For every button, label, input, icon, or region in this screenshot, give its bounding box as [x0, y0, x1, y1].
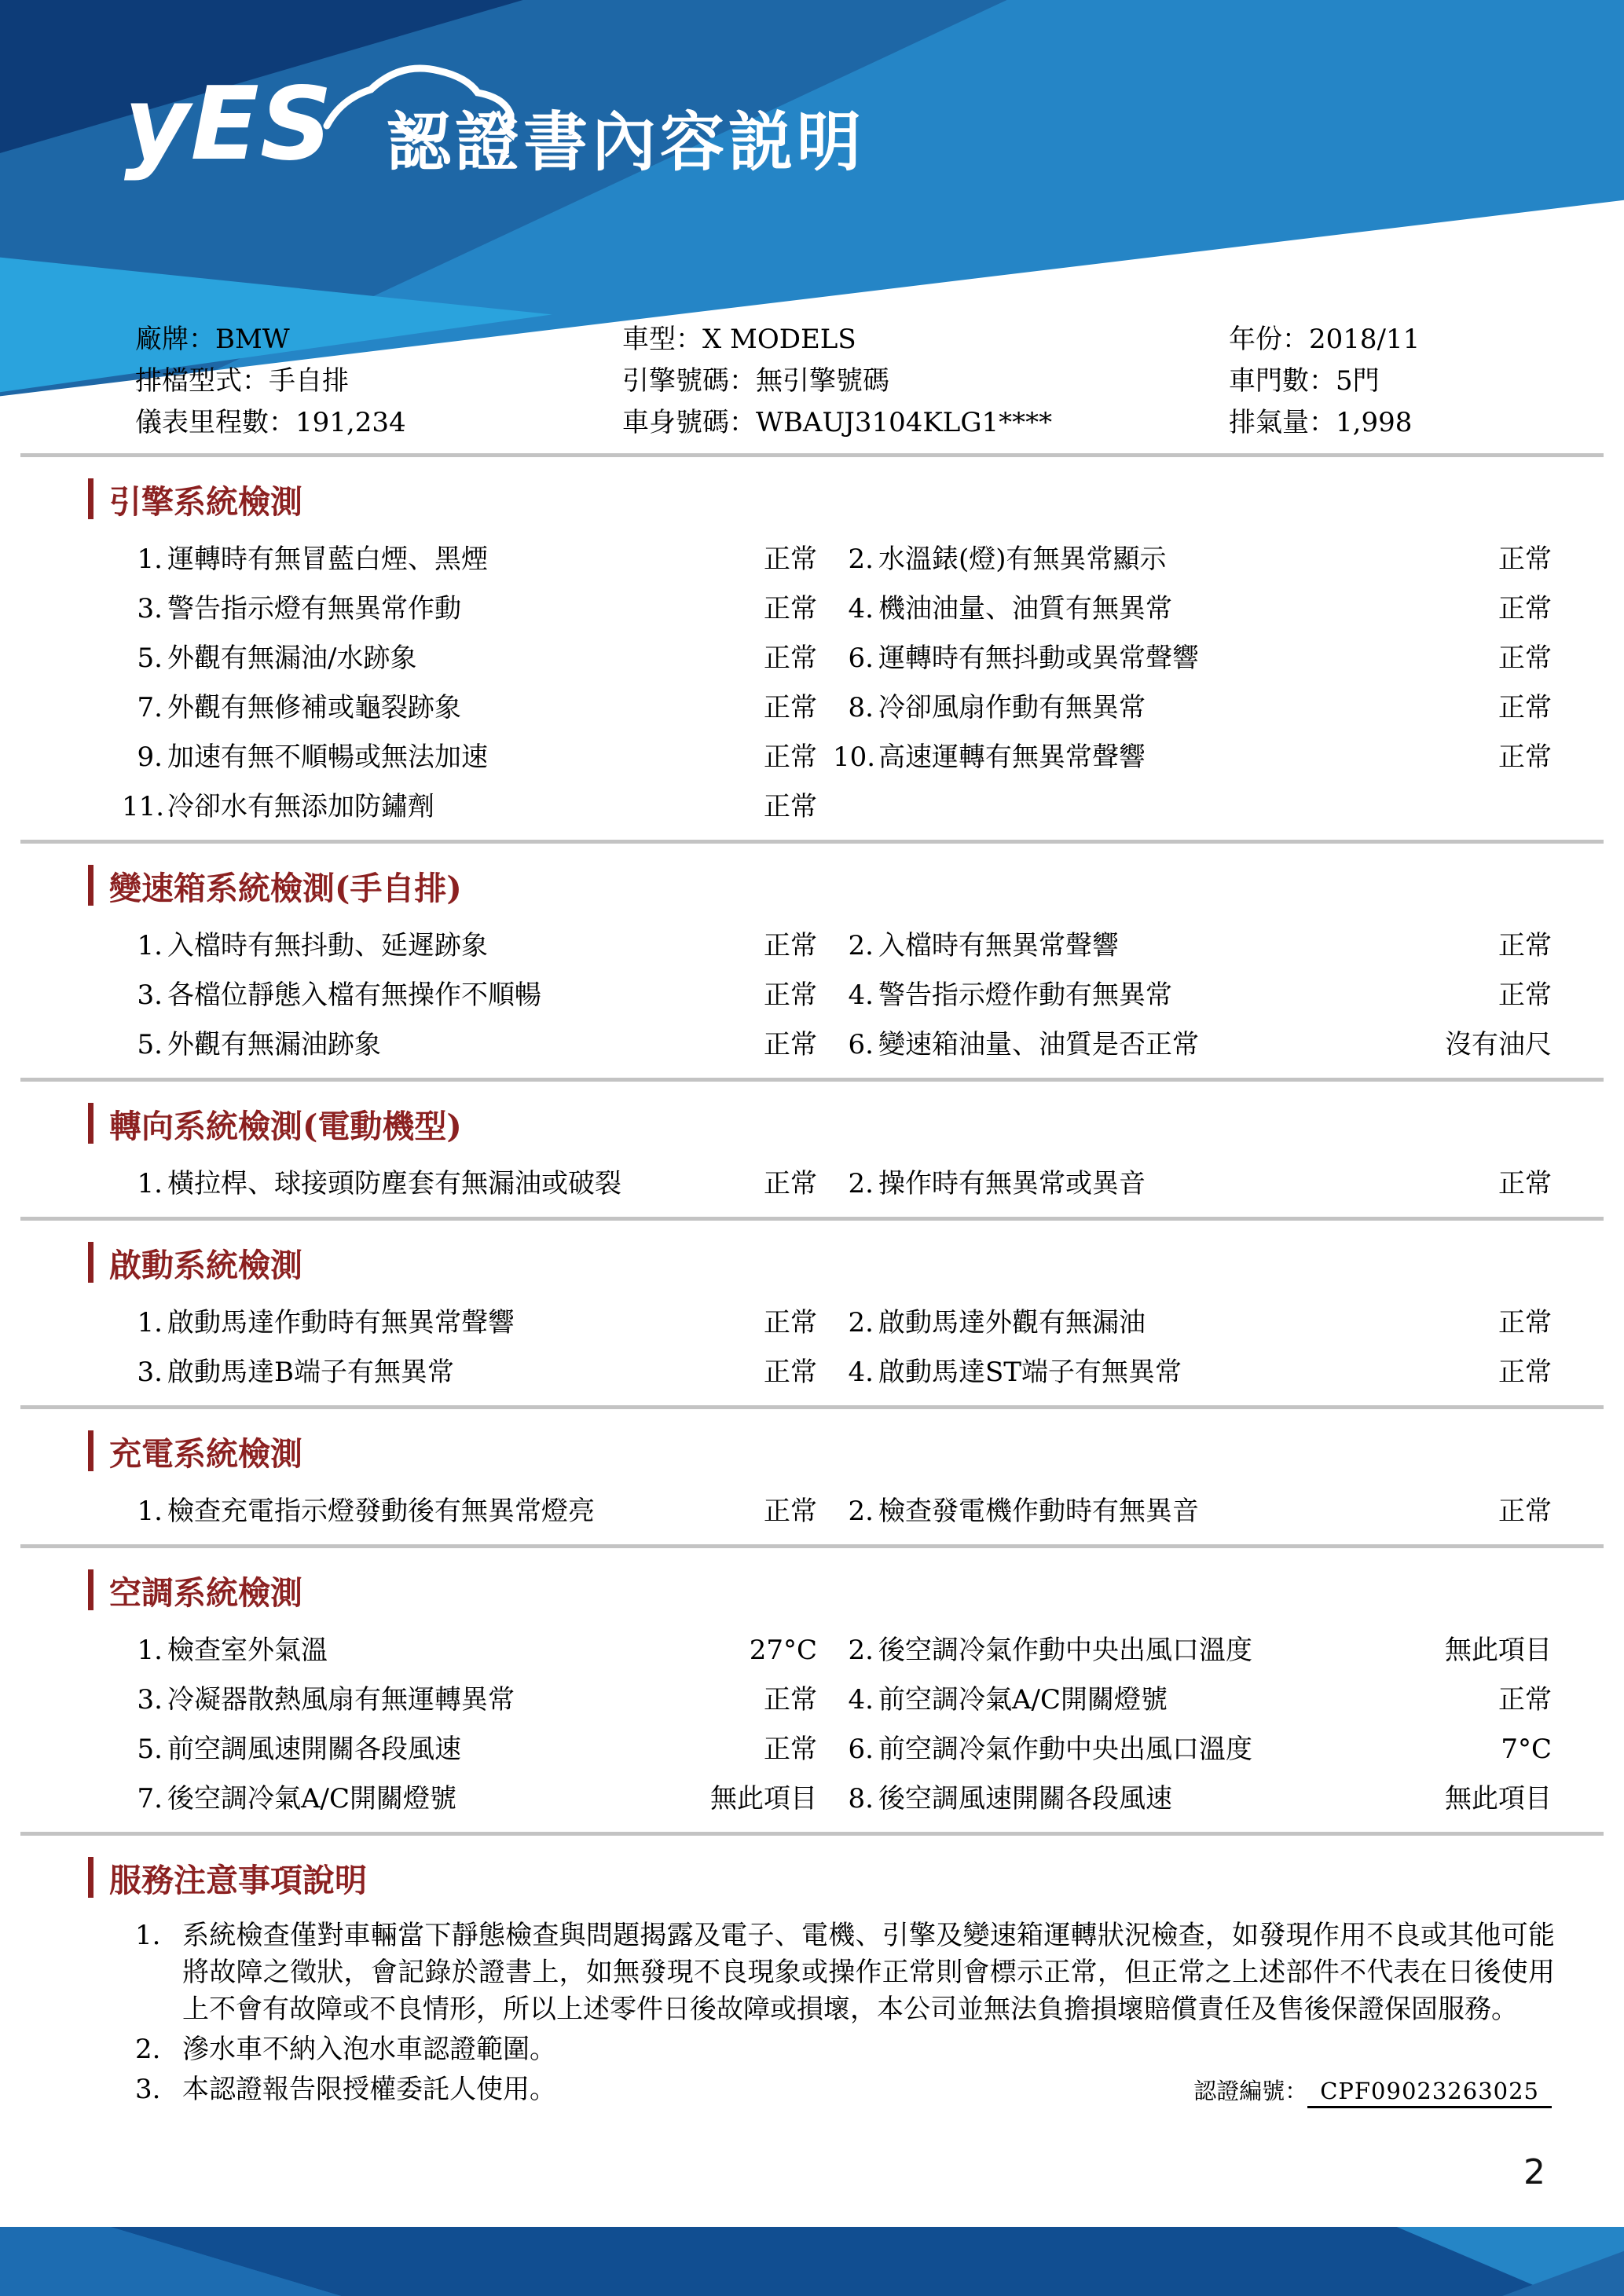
- section-title: 空調系統檢測: [109, 1573, 302, 1612]
- inspection-items: [122, 1168, 1552, 1199]
- item-text: 橫拉桿、球接頭防塵套有無漏油或破裂: [167, 1168, 621, 1199]
- inspection-item: [122, 930, 817, 961]
- item-result: 無此項目: [1445, 1783, 1552, 1814]
- item-result: 無此項目: [710, 1783, 817, 1814]
- vehicle-field: [622, 319, 1229, 361]
- item-text: 後空調風速開關各段風速: [878, 1783, 1172, 1814]
- inspection-item: [122, 1635, 817, 1666]
- vehicle-field: [1229, 361, 1624, 402]
- footer-graphic: [0, 2227, 1624, 2296]
- inspection-item: [122, 742, 817, 773]
- page-title: 認證書內容説明: [387, 105, 866, 180]
- section-header: [88, 1567, 1624, 1613]
- inspection-item: [122, 1684, 817, 1716]
- item-result: 正常: [1498, 1168, 1552, 1199]
- item-result: 正常: [1498, 692, 1552, 723]
- inspection-item: [122, 1357, 817, 1388]
- inspection-item: [833, 1029, 1552, 1060]
- vehicle-field-label: 年份：: [1229, 324, 1309, 355]
- inspection-item: [833, 1307, 1552, 1338]
- inspection-item: [122, 1168, 817, 1199]
- item-result: 正常: [764, 1684, 817, 1716]
- inspection-item: [833, 980, 1552, 1011]
- item-number: 9.: [137, 742, 163, 773]
- item-text: 水溫錶(燈)有無異常顯示: [878, 544, 1167, 575]
- vehicle-field-label: 儀表里程數：: [135, 407, 295, 438]
- inspection-item: [833, 1168, 1552, 1199]
- section-block: [0, 1548, 1624, 1814]
- vehicle-field: [135, 361, 622, 402]
- section-header: [88, 476, 1624, 522]
- inspection-item: [122, 643, 817, 674]
- item-number: 2.: [848, 1307, 874, 1338]
- item-text: 加速有無不順暢或無法加速: [167, 742, 488, 773]
- vehicle-field: [135, 402, 622, 444]
- item-number: 2.: [848, 1496, 874, 1527]
- item-result: 正常: [1498, 1496, 1552, 1527]
- vehicle-field-value: 手自排: [269, 365, 349, 397]
- item-result: 正常: [764, 742, 817, 773]
- item-number: 3.: [137, 980, 163, 1011]
- item-number: 8.: [848, 692, 874, 723]
- main-content: [0, 311, 1624, 2108]
- item-result: 正常: [764, 1734, 817, 1765]
- inspection-item: [122, 980, 817, 1011]
- notes-title: 服務注意事項說明: [109, 1861, 367, 1899]
- item-result: 正常: [1498, 544, 1552, 575]
- item-text: 外觀有無修補或龜裂跡象: [167, 692, 461, 723]
- vehicle-field-label: 排檔型式：: [135, 365, 269, 397]
- item-number: 4.: [848, 593, 874, 624]
- inspection-item: [122, 791, 817, 822]
- cert-number: CPF09023263025: [1307, 2078, 1552, 2108]
- vehicle-field: [1229, 402, 1624, 444]
- item-result: 無此項目: [1445, 1635, 1552, 1666]
- section-title: 啟動系統檢測: [109, 1246, 302, 1284]
- item-text: 各檔位靜態入檔有無操作不順暢: [167, 980, 541, 1011]
- item-number: 10.: [833, 742, 876, 773]
- item-text: 啟動馬達B端子有無異常: [167, 1357, 454, 1388]
- inspection-sections: [0, 457, 1624, 1836]
- item-result: 7°C: [1501, 1734, 1552, 1765]
- yes-logo-text: yES: [124, 66, 334, 183]
- vehicle-field-value: X MODELS: [702, 324, 856, 355]
- inspection-item: [833, 1783, 1552, 1814]
- note-number: 1.: [135, 1920, 161, 1951]
- inspection-item: [833, 593, 1552, 624]
- section-bar: [88, 1103, 93, 1144]
- inspection-item: [833, 930, 1552, 961]
- item-text: 前空調冷氣A/C開關燈號: [878, 1684, 1168, 1716]
- section-title: 變速箱系統檢測(手自排): [109, 869, 462, 907]
- item-result: 正常: [764, 980, 817, 1011]
- item-number: 5.: [137, 1029, 163, 1060]
- inspection-item: [122, 692, 817, 723]
- inspection-item: [122, 1029, 817, 1060]
- vehicle-field-value: 1,998: [1336, 407, 1413, 438]
- vehicle-field-value: WBAUJ3104KLG1****: [756, 407, 1053, 438]
- section-header: [88, 1428, 1624, 1474]
- inspection-item: [833, 1734, 1552, 1765]
- vehicle-info-grid: [0, 311, 1624, 447]
- inspection-item: [122, 1783, 817, 1814]
- item-text: 冷卻水有無添加防鏽劑: [167, 791, 434, 822]
- item-result: 正常: [1498, 1357, 1552, 1388]
- item-number: 2.: [848, 1168, 874, 1199]
- item-number: 2.: [848, 930, 874, 961]
- item-result: 正常: [1498, 593, 1552, 624]
- item-text: 機油油量、油質有無異常: [878, 593, 1172, 624]
- inspection-item: [122, 544, 817, 575]
- section-bar: [88, 1857, 93, 1898]
- vehicle-field-value: 5門: [1336, 365, 1380, 397]
- item-result: 正常: [764, 544, 817, 575]
- item-result: 正常: [1498, 1307, 1552, 1338]
- section-block: [0, 1221, 1624, 1388]
- item-number: 1.: [137, 930, 163, 961]
- note-text: 系統檢查僅對車輛當下靜態檢查與問題揭露及電子、電機、引擎及變速箱運轉狀況檢查，如發現作用不良或其他可能將故障之徵狀，會記錄於證書上，如無發現不良現象或操作正常則會標示正常，但正常之上述部件不代表在日後使用上不會有故障或不良情形，所以上述零件日後故障或損壞，本公司並無法負擔損壞賠償責任及售後保證保固服務。: [182, 1920, 1555, 2025]
- item-text: 檢查發電機作動時有無異音: [878, 1496, 1199, 1527]
- item-text: 前空調風速開關各段風速: [167, 1734, 461, 1765]
- item-text: 啟動馬達ST端子有無異常: [878, 1357, 1182, 1388]
- inspection-item: [833, 692, 1552, 723]
- item-text: 警告指示燈作動有無異常: [878, 980, 1172, 1011]
- inspection-item: [833, 1684, 1552, 1716]
- item-text: 檢查充電指示燈發動後有無異常燈亮: [167, 1496, 595, 1527]
- item-result: 正常: [1498, 1684, 1552, 1716]
- item-number: 5.: [137, 643, 163, 674]
- section-block: [0, 1409, 1624, 1527]
- item-text: 運轉時有無冒藍白煙、黑煙: [167, 544, 488, 575]
- section-header: [88, 862, 1624, 908]
- vehicle-field-label: 廠牌：: [135, 324, 215, 355]
- inspection-items: [122, 544, 1552, 822]
- item-result: 正常: [1498, 930, 1552, 961]
- note-item: [135, 1917, 1555, 2028]
- item-text: 冷凝器散熱風扇有無運轉異常: [167, 1684, 515, 1716]
- item-text: 前空調冷氣作動中央出風口溫度: [878, 1734, 1252, 1765]
- section-header: [88, 1240, 1624, 1285]
- inspection-items: [122, 1496, 1552, 1527]
- vehicle-field: [135, 319, 622, 361]
- item-number: 3.: [137, 1357, 163, 1388]
- inspection-item: [122, 1496, 817, 1527]
- vehicle-field-value: 191,234: [295, 407, 406, 438]
- item-number: 6.: [848, 643, 874, 674]
- item-text: 高速運轉有無異常聲響: [878, 742, 1146, 773]
- notes-section: [0, 1836, 1624, 2108]
- note-text: 本認證報告限授權委託人使用。: [182, 2074, 556, 2105]
- inspection-item: [122, 1734, 817, 1765]
- item-number: 3.: [137, 593, 163, 624]
- section-title: 轉向系統檢測(電動機型): [109, 1107, 462, 1145]
- item-number: 5.: [137, 1734, 163, 1765]
- item-number: 4.: [848, 1357, 874, 1388]
- vehicle-field-label: 車身號碼：: [622, 407, 756, 438]
- item-text: 入檔時有無抖動、延遲跡象: [167, 930, 488, 961]
- inspection-item: [833, 643, 1552, 674]
- vehicle-field-label: 引擎號碼：: [622, 365, 756, 397]
- vehicle-field: [1229, 319, 1624, 361]
- page-number: 2: [1523, 2152, 1545, 2192]
- item-number: 4.: [848, 1684, 874, 1716]
- inspection-item: [833, 1635, 1552, 1666]
- item-result: 27°C: [749, 1635, 817, 1666]
- item-result: 正常: [764, 1357, 817, 1388]
- section-block: [0, 1082, 1624, 1199]
- section-title: 引擎系統檢測: [109, 482, 302, 521]
- item-result: 正常: [764, 930, 817, 961]
- vehicle-field-label: 車門數：: [1229, 365, 1336, 397]
- item-result: 正常: [764, 1307, 817, 1338]
- item-number: 2.: [848, 544, 874, 575]
- item-number: 7.: [137, 692, 163, 723]
- inspection-item: [122, 593, 817, 624]
- item-result: 正常: [1498, 980, 1552, 1011]
- item-text: 入檔時有無異常聲響: [878, 930, 1119, 961]
- note-item: [135, 2031, 1555, 2068]
- inspection-item: [833, 1496, 1552, 1527]
- item-text: 外觀有無漏油/水跡象: [167, 643, 417, 674]
- inspection-item: [833, 544, 1552, 575]
- item-result: 正常: [1498, 742, 1552, 773]
- item-result: 正常: [764, 692, 817, 723]
- vehicle-field-value: 無引擎號碼: [756, 365, 889, 397]
- item-result: 正常: [1498, 643, 1552, 674]
- item-number: 1.: [137, 544, 163, 575]
- section-title: 充電系統檢測: [109, 1434, 302, 1473]
- vehicle-field: [622, 402, 1229, 444]
- section-bar: [88, 478, 93, 519]
- notes-header: [88, 1855, 1624, 1900]
- item-number: 1.: [137, 1635, 163, 1666]
- item-result: 正常: [764, 791, 817, 822]
- inspection-items: [122, 1635, 1552, 1814]
- cert-label: 認證編號：: [1193, 2078, 1308, 2104]
- item-text: 變速箱油量、油質是否正常: [878, 1029, 1199, 1060]
- item-result: 正常: [764, 1496, 817, 1527]
- section-block: [0, 844, 1624, 1060]
- item-number: 3.: [137, 1684, 163, 1716]
- section-bar: [88, 865, 93, 906]
- item-number: 1.: [137, 1168, 163, 1199]
- inspection-item: [833, 742, 1552, 773]
- section-bar: [88, 1569, 93, 1610]
- note-number: 2.: [135, 2034, 161, 2065]
- vehicle-field-label: 車型：: [622, 324, 702, 355]
- item-number: 7.: [137, 1783, 163, 1814]
- vehicle-field-value: 2018/11: [1309, 324, 1421, 355]
- item-number: 1.: [137, 1307, 163, 1338]
- item-text: 操作時有無異常或異音: [878, 1168, 1146, 1199]
- item-number: 6.: [848, 1029, 874, 1060]
- item-number: 11.: [122, 791, 165, 822]
- item-text: 外觀有無漏油跡象: [167, 1029, 381, 1060]
- item-result: 正常: [764, 593, 817, 624]
- item-number: 1.: [137, 1496, 163, 1527]
- item-number: 8.: [848, 1783, 874, 1814]
- item-number: 2.: [848, 1635, 874, 1666]
- item-text: 警告指示燈有無異常作動: [167, 593, 461, 624]
- inspection-item: [122, 1307, 817, 1338]
- item-result: 正常: [764, 1029, 817, 1060]
- item-number: 6.: [848, 1734, 874, 1765]
- item-result: 正常: [764, 643, 817, 674]
- item-text: 啟動馬達作動時有無異常聲響: [167, 1307, 515, 1338]
- section-block: [0, 457, 1624, 822]
- item-text: 後空調冷氣作動中央出風口溫度: [878, 1635, 1252, 1666]
- item-text: 啟動馬達外觀有無漏油: [878, 1307, 1146, 1338]
- item-text: 運轉時有無抖動或異常聲響: [878, 643, 1199, 674]
- note-text: 滲水車不納入泡水車認證範圍。: [182, 2034, 556, 2065]
- section-bar: [88, 1430, 93, 1471]
- inspection-items: [122, 930, 1552, 1060]
- vehicle-field-label: 排氣量：: [1229, 407, 1336, 438]
- item-result: 沒有油尺: [1445, 1029, 1552, 1060]
- inspection-items: [122, 1307, 1552, 1388]
- section-header: [88, 1100, 1624, 1146]
- vehicle-field-value: BMW: [215, 324, 290, 355]
- inspection-item: [833, 1357, 1552, 1388]
- item-text: 檢查室外氣溫: [167, 1635, 328, 1666]
- item-number: 4.: [848, 980, 874, 1011]
- item-text: 後空調冷氣A/C開關燈號: [167, 1783, 457, 1814]
- section-bar: [88, 1242, 93, 1283]
- item-result: 正常: [764, 1168, 817, 1199]
- note-number: 3.: [135, 2074, 161, 2105]
- item-text: 冷卻風扇作動有無異常: [878, 692, 1146, 723]
- vehicle-field: [622, 361, 1229, 402]
